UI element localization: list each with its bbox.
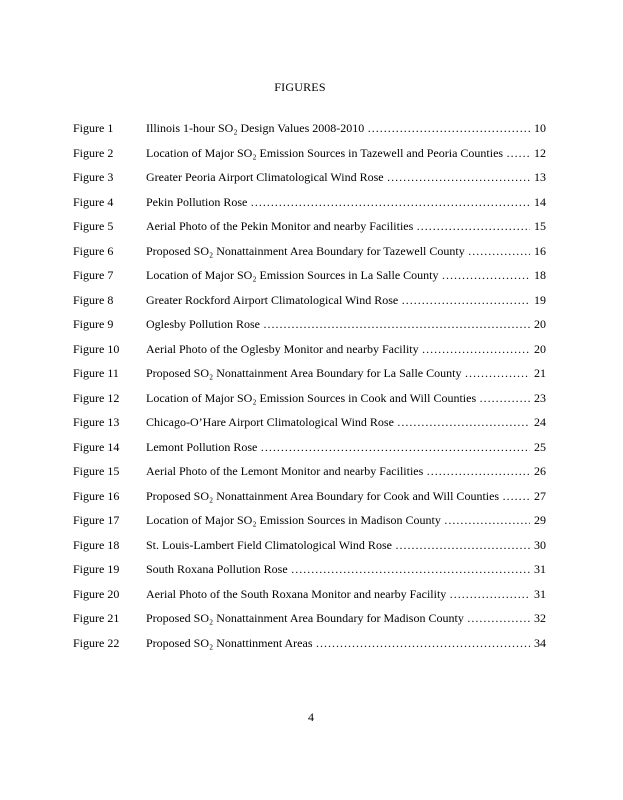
figure-label: Figure 11	[73, 366, 119, 380]
figure-title: Chicago-O’Hare Airport Climatological Wind Rose ……………………………………………………………………………………………………	[146, 415, 530, 430]
figure-page-number: 13	[534, 170, 546, 184]
figure-page-number: 31	[534, 562, 546, 576]
figure-label: Figure 12	[73, 390, 120, 405]
figure-row	[73, 366, 573, 391]
figure-title: Aerial Photo of the South Roxana Monitor and nearby Facility ……………………………………………………………………………………………………	[146, 587, 530, 602]
figure-label: Figure 16	[73, 488, 120, 503]
figure-title: Proposed SO₂ Nonattainment Area Boundary for Tazewell County ……………………………………………………………………………………………………	[146, 244, 530, 259]
figure-row	[73, 562, 573, 587]
figure-page-number: 18	[534, 268, 546, 282]
figure-title: Proposed SO₂ Nonattinment Areas ……………………………………………………………………………………………………	[146, 636, 530, 651]
figure-title: Pekin Pollution Rose ……………………………………………………………………………………………………	[146, 195, 530, 210]
figure-label: Figure 1	[73, 121, 114, 135]
figure-title: Aerial Photo of the Pekin Monitor and nearby Facilities ……………………………………………………………………………………………………	[146, 219, 530, 234]
figure-page-number: 23	[534, 390, 546, 405]
figure-label: Figure 15	[73, 464, 120, 478]
figure-label: Figure 10	[73, 341, 120, 356]
figure-title: Location of Major SO₂ Emission Sources in Cook and Will Counties ……………………………………………………………………………………………………	[146, 391, 530, 406]
figure-title: Location of Major SO₂ Emission Sources in Tazewell and Peoria Counties ……………………………………………………………………………………………………	[146, 146, 530, 161]
figure-page-number: 26	[534, 464, 546, 478]
figure-row	[73, 244, 573, 269]
figure-title: Proposed SO₂ Nonattainment Area Boundary for Cook and Will Counties ……………………………………………………………………………………………………	[146, 489, 530, 504]
figure-page-number: 25	[534, 439, 546, 454]
figure-list	[73, 121, 573, 660]
figure-label: Figure 6	[73, 243, 114, 258]
figure-page-number: 21	[534, 366, 546, 380]
figure-page-number: 10	[534, 121, 546, 135]
figure-title: Proposed SO₂ Nonattainment Area Boundary for Madison County ……………………………………………………………………………………………………	[146, 611, 530, 626]
figure-label: Figure 9	[73, 317, 114, 331]
figure-title: Oglesby Pollution Rose ……………………………………………………………………………………………………	[146, 317, 530, 332]
figure-title: Location of Major SO₂ Emission Sources in Madison County ……………………………………………………………………………………………………	[146, 513, 530, 528]
figure-title: Location of Major SO₂ Emission Sources in La Salle County ……………………………………………………………………………………………………	[146, 268, 530, 283]
figure-row	[73, 317, 573, 342]
figure-page-number: 12	[534, 145, 546, 160]
figure-label: Figure 4	[73, 194, 114, 209]
page-number: 4	[308, 710, 314, 724]
figure-title: Aerial Photo of the Oglesby Monitor and nearby Facility ……………………………………………………………………………………………………	[146, 342, 530, 357]
figure-row	[73, 268, 573, 293]
figure-title: Aerial Photo of the Lemont Monitor and nearby Facilities ……………………………………………………………………………………………………	[146, 464, 530, 479]
figure-label: Figure 8	[73, 292, 114, 307]
page-title: FIGURES	[274, 80, 326, 94]
figure-label: Figure 5	[73, 219, 114, 233]
figure-label: Figure 19	[73, 562, 120, 576]
figure-row	[73, 538, 573, 563]
figure-title: Proposed SO₂ Nonattainment Area Boundary for La Salle County ……………………………………………………………………………………………………	[146, 366, 530, 381]
figure-row	[73, 489, 573, 514]
figure-row	[73, 587, 573, 612]
figure-title: Greater Rockford Airport Climatological Wind Rose ……………………………………………………………………………………………………	[146, 293, 530, 308]
figure-page-number: 29	[534, 513, 546, 527]
figure-page-number: 27	[534, 488, 546, 503]
figure-label: Figure 18	[73, 537, 120, 552]
figure-label: Figure 17	[73, 513, 120, 527]
figure-label: Figure 21	[73, 611, 120, 625]
figure-row	[73, 195, 573, 220]
figure-page-number: 15	[534, 219, 546, 233]
figure-label: Figure 13	[73, 415, 120, 429]
figure-title: St. Louis-Lambert Field Climatological Wind Rose ……………………………………………………………………………………………………	[146, 538, 530, 553]
figure-title: Lemont Pollution Rose ……………………………………………………………………………………………………	[146, 440, 530, 455]
figure-row	[73, 170, 573, 195]
figure-label: Figure 22	[73, 635, 120, 650]
figure-page-number: 19	[534, 292, 546, 307]
figure-label: Figure 14	[73, 439, 120, 454]
figure-title: Greater Peoria Airport Climatological Wind Rose ……………………………………………………………………………………………………	[146, 170, 530, 185]
figure-page-number: 14	[534, 194, 546, 209]
figure-row	[73, 293, 573, 318]
figure-row	[73, 513, 573, 538]
figure-page-number: 30	[534, 537, 546, 552]
figure-label: Figure 2	[73, 145, 114, 160]
figure-row	[73, 391, 573, 416]
figure-row	[73, 415, 573, 440]
figure-page-number: 16	[534, 243, 546, 258]
figure-page-number: 34	[534, 635, 546, 650]
figure-title: South Roxana Pollution Rose ……………………………………………………………………………………………………	[146, 562, 530, 577]
figure-row	[73, 636, 573, 661]
figure-label: Figure 3	[73, 170, 114, 184]
figure-page-number: 32	[534, 611, 546, 625]
figure-row	[73, 440, 573, 465]
figure-row	[73, 342, 573, 367]
figure-page-number: 31	[534, 586, 546, 601]
figure-page-number: 20	[534, 341, 546, 356]
figure-row	[73, 219, 573, 244]
figure-page-number: 20	[534, 317, 546, 331]
figure-row	[73, 611, 573, 636]
figure-label: Figure 20	[73, 586, 120, 601]
figure-label: Figure 7	[73, 268, 114, 282]
figure-row	[73, 146, 573, 171]
figure-row	[73, 121, 573, 146]
figure-page-number: 24	[534, 415, 546, 429]
figure-title: Illinois 1-hour SO₂ Design Values 2008-2010 ……………………………………………………………………………………………………	[146, 121, 530, 136]
figure-row	[73, 464, 573, 489]
